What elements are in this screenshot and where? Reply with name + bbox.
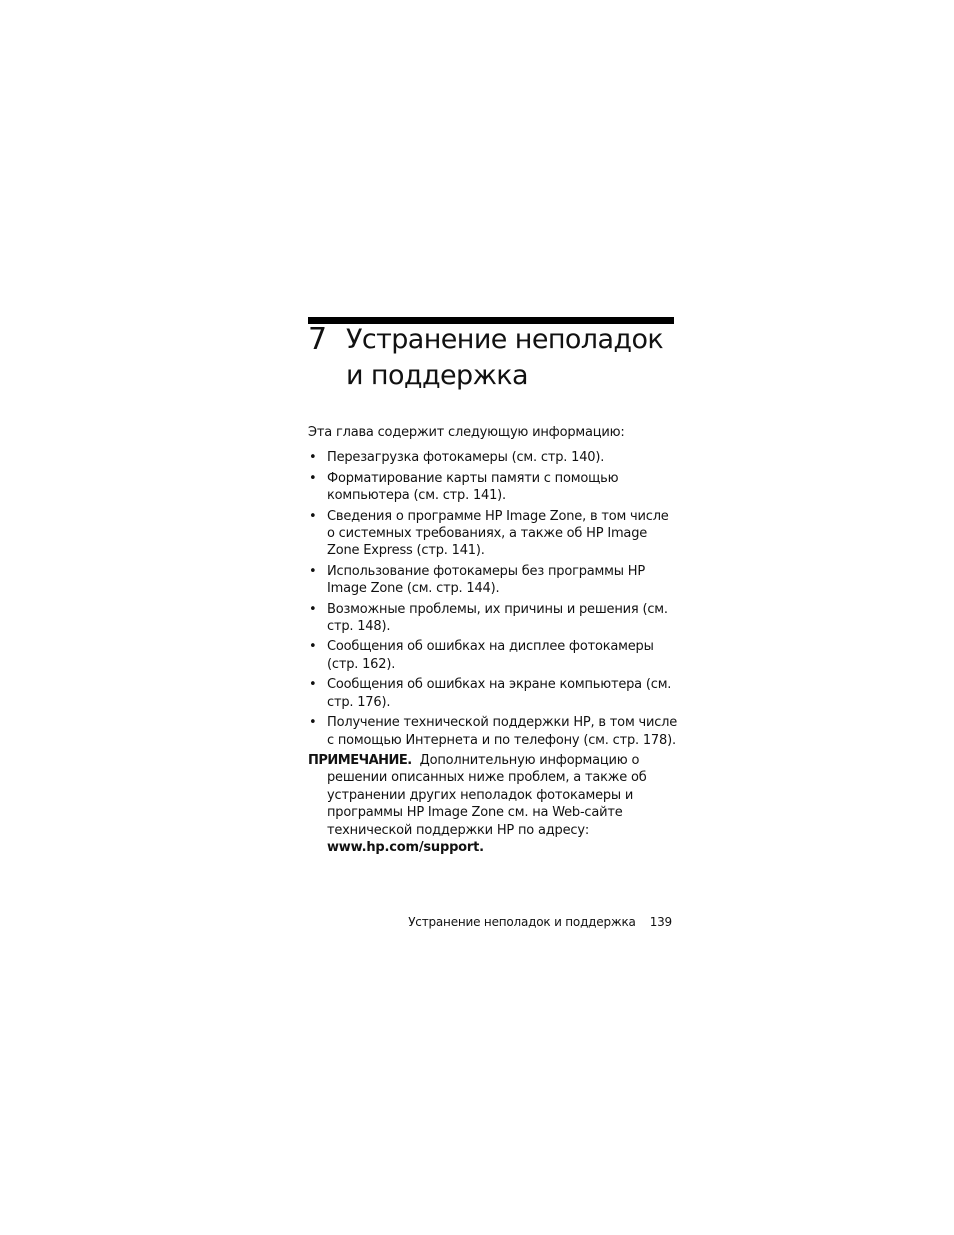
chapter-content: [308, 424, 680, 856]
list-item-text: Перезагрузка фотокамеры (см. стр. 140).: [327, 450, 605, 466]
note-label: ПРИМЕЧАНИЕ.: [308, 752, 412, 768]
list-item-text: Возможные проблемы, их причины и решения (см. стр. 148).: [327, 601, 668, 635]
list-item: [308, 470, 680, 505]
list-item: [308, 638, 680, 673]
chapter-number: 7: [308, 322, 327, 357]
bullet-icon: •: [309, 563, 317, 579]
chapter-title-line-2: и поддержка: [346, 360, 528, 391]
list-item: [308, 508, 680, 560]
chapter-title-line-1: Устранение неполадок: [346, 324, 664, 355]
page-number: 139: [649, 915, 672, 929]
bullet-icon: •: [309, 677, 317, 693]
list-item: [308, 563, 680, 598]
chapter-title: [346, 322, 676, 394]
list-item-text: Получение технической поддержки HP, в том числе с помощью Интернета и по телефону (см. стр. 178).: [327, 715, 678, 748]
bullet-icon: •: [309, 601, 317, 617]
topics-list: [308, 449, 680, 749]
list-item-text: Сообщения об ошибках на экране компьютера (см. стр. 176).: [327, 677, 672, 710]
list-item-text: Сообщения об ошибках на дисплее фотокамеры (стр. 162).: [327, 639, 654, 672]
list-item-text: Сведения о программе HP Image Zone, в том числе о системных требованиях, а также об HP Image Zone Express (стр. 141).: [327, 508, 669, 559]
bullet-icon: •: [309, 639, 317, 655]
list-item: [308, 449, 680, 466]
intro-paragraph: Эта глава содержит следующую информацию:: [308, 425, 625, 440]
bullet-icon: •: [309, 715, 317, 731]
page-footer: [408, 914, 672, 930]
list-item-text: Использование фотокамеры без программы HP Image Zone (см. стр. 144).: [327, 563, 645, 597]
bullet-icon: •: [309, 450, 317, 466]
bullet-icon: •: [309, 470, 317, 486]
list-item: [308, 676, 680, 711]
note-paragraph: [308, 752, 680, 856]
list-item: [308, 714, 680, 749]
note-text: Дополнительную информацию о решении описанных ниже проблем, а также об устранении других неполадок фотокамеры и программы HP Image Zone см. на Web-сайте технической поддержки HP по адресу:: [327, 752, 647, 838]
running-title: Устранение неполадок и поддержка: [408, 915, 636, 929]
list-item: [308, 601, 680, 636]
bullet-icon: •: [309, 508, 317, 524]
support-url: www.hp.com/support.: [327, 839, 484, 855]
list-item-text: Форматирование карты памяти с помощью компьютера (см. стр. 141).: [327, 470, 619, 504]
